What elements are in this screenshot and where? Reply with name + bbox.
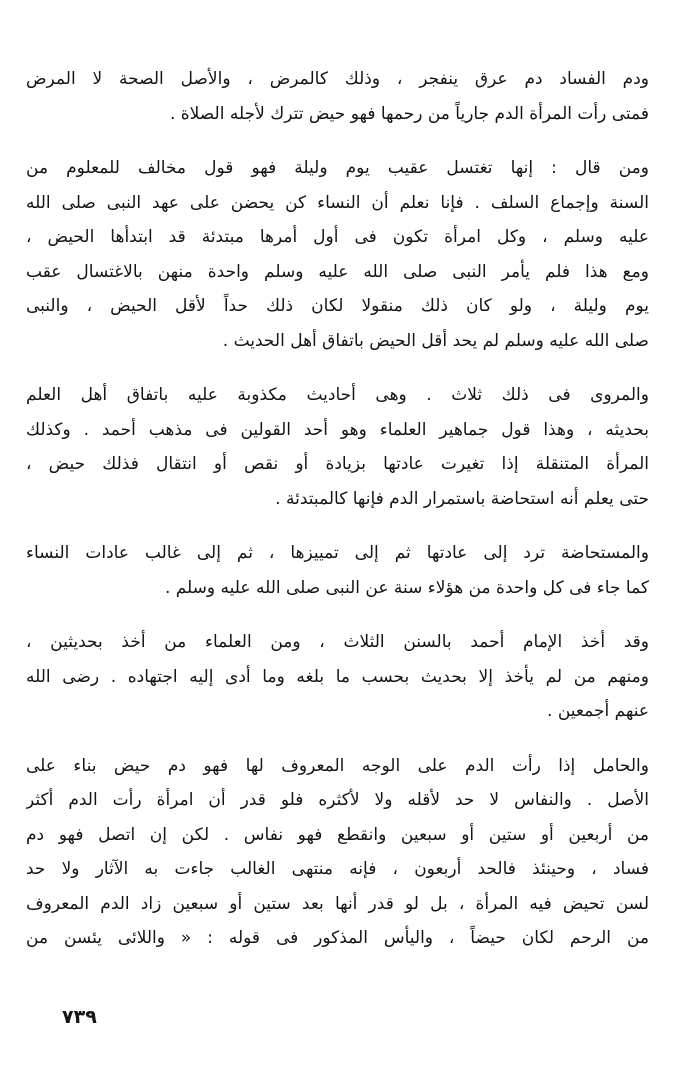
text-line: فساد ، وحينئذ فالحد أربعون ، فإنه منتهى الغالب جاءت به الآثار ولا حد <box>26 859 649 879</box>
paragraph-gap <box>26 516 649 536</box>
paragraph-6 <box>26 749 649 956</box>
paragraph-4 <box>26 536 649 605</box>
text-line: وقد أخذ الإمام أحمد بالسنن الثلاث ، ومن العلماء من أخذ بحديثين ، <box>26 632 649 652</box>
text-line: عنهم أجمعين . <box>547 701 649 721</box>
text-line: فمتى رأت المرأة الدم جارياً من رحمها فهو حيض تترك لأجله الصلاة . <box>169 103 649 124</box>
text-line: من الرحم لكان حيضاً ، واليأس المذكور فى قوله : « واللائى يئسن من <box>26 928 649 948</box>
paragraph-3 <box>26 378 649 516</box>
text-line: ومنهم من لم يأخذ إلا بحديث بحسب ما بلغه وما أدى إليه اجتهاده . رضى الله <box>26 666 649 687</box>
text-line: حتى يعلم أنه استحاضة باستمرار الدم فإنها كالمبتدئة . <box>275 488 649 509</box>
paragraph-gap <box>26 729 649 749</box>
paragraph-gap <box>26 605 649 625</box>
text-line: ومع هذا فلم يأمر النبى صلى الله عليه وسلم واحدة منهن بالاغتسال عقب <box>26 261 649 282</box>
paragraph-gap <box>26 131 649 151</box>
text-line: ومن قال : إنها تغتسل عقيب يوم وليلة فهو قول مخالف للمعلوم من <box>26 158 649 178</box>
paragraph-2 <box>26 151 649 358</box>
text-line: كما جاء فى كل واحدة من هؤلاء سنة عن النبى صلى الله عليه وسلم . <box>164 577 649 598</box>
paragraph-gap <box>26 358 649 378</box>
text-line: عليه وسلم ، وكل امرأة تكون فى أول أمرها مبتدئة قد ابتدأها الحيض ، <box>26 227 649 247</box>
text-line: والحامل إذا رأت الدم على الوجه المعروف لها فهو دم حيض بناء على <box>26 755 649 776</box>
text-line: الأصل . والنفاس لا حد لأقله ولا لأكثره فلو قدر أن امرأة رأت الدم أكثر <box>26 790 649 810</box>
text-line: صلى الله عليه وسلم لم يحد أقل الحيض باتفاق أهل الحديث . <box>222 330 649 351</box>
text-line: ودم الفساد دم عرق ينفجر ، وذلك كالمرض ، والأصل الصحة لا المرض <box>26 69 649 89</box>
page-number: ٧٣٩ <box>62 1006 97 1028</box>
text-line: لسن تحيض فيه المرأة ، بل لو قدر أنها بعد ستين أو سبعين زاد الدم المعروف <box>26 893 649 914</box>
text-line: السنة وإجماع السلف . فإنا نعلم أن النساء كن يحضن على عهد النبى صلى الله <box>26 192 649 213</box>
text-line: والمروى فى ذلك ثلاث . وهى أحاديث مكذوبة عليه باتفاق أهل العلم <box>26 385 649 405</box>
text-line: والمستحاضة ترد إلى عادتها ثم إلى تمييزها ، ثم إلى غالب عادات النساء <box>26 543 649 563</box>
paragraph-1 <box>26 62 649 131</box>
text-line: من أربعين أو ستين أو سبعين وانقطع فهو نفاس . لكن إن اتصل فهو دم <box>26 824 649 845</box>
text-line: بحديثه ، وهذا قول جماهير العلماء وهو أحد القولين فى مذهب أحمد . وكذلك <box>26 419 649 440</box>
paragraph-5 <box>26 625 649 729</box>
text-line: المرأة المتنقلة إذا تغيرت عادتها بزيادة أو نقص أو انتقال فذلك حيض ، <box>26 454 649 474</box>
text-line: يوم وليلة ، ولو كان ذلك منقولا لكان ذلك حداً لأقل الحيض ، والنبى <box>26 296 649 316</box>
